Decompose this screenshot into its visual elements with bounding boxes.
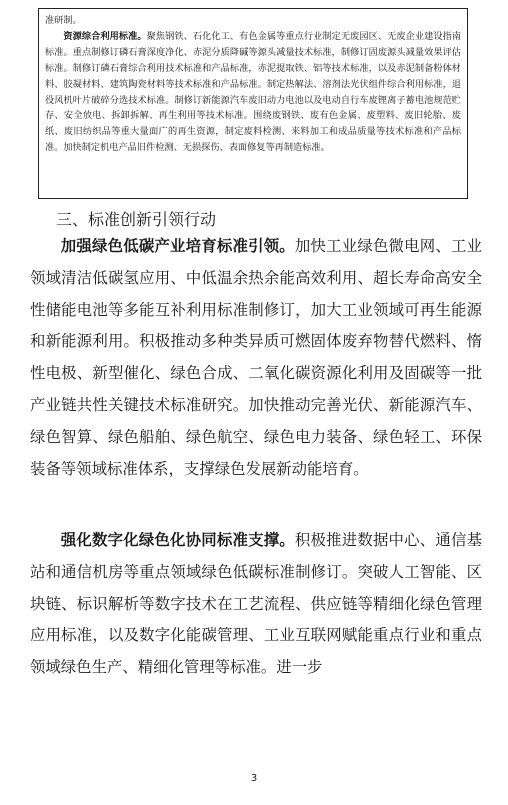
paragraph-green-low-carbon xyxy=(30,231,482,485)
paragraph-lead: 加强绿色低碳产业培育标准引领。 xyxy=(60,237,295,255)
box-lead: 资源综合利用标准。 xyxy=(63,30,147,42)
box-continuation: 准研制。 xyxy=(45,15,82,26)
paragraph-digital-green xyxy=(30,525,482,684)
page-number: 3 xyxy=(250,773,258,784)
paragraph-lead: 强化数字化绿色化协同标准支撑。 xyxy=(60,531,295,549)
paragraph-text: 积极推进数据中心、通信基站和通信机房等重点领域绿色低碳标准制修订。突破人工智能、区块链、标识解析等数字技术在工艺流程、供应链等精细化绿色管理应用标准，以及数字化能碳管理、工业互联网赋能重点行业和重点领域绿色生产、精细化管理等标准。进一步 xyxy=(30,531,482,677)
section-heading: 三、标准创新引领行动 xyxy=(56,210,217,229)
box-paragraph xyxy=(45,29,461,156)
resource-utilization-box xyxy=(38,8,468,199)
box-text: 聚焦钢铁、石化化工、有色金属等重点行业制定无废园区、无废企业建设指南标准。重点制修订磷石膏深度净化、赤泥分质降碱等源头减量技术标准，制修订固废源头减量效果评估标准。制修订磷石膏综合利用技术标准和产品标准，赤泥提取铁、铝等技术标准，以及赤泥制备粉体材料、胶凝材料、建筑陶瓷材料等技术标准和产品标准。制定热解法、溶剂法光伏组件综合利用标准，退役风机叶片破碎分选技术标准。制修订新能源汽车废旧动力电池以及电动自行车废锂离子蓄电池规范贮存、安全放电、拆卸拆解、再生利用等技术标准。围绕废钢铁、废有色金属、废塑料、废旧轮胎、废纸、废旧纺织品等重大量面广的再生资源，制定废料检测、来料加工和成品质量等技术标准和产品标准。加快制定机电产品旧件检测、无损探伤、表面修复等再制造标准。 xyxy=(45,30,461,154)
paragraph-text: 加快工业绿色微电网、工业领域清洁低碳氢应用、中低温余热余能高效利用、超长寿命高安全性储能电池等多能互补利用标准制修订，加大工业领域可再生能源和新能源利用。积极推动多种类异质可燃固体废弃物替代燃料、惰性电极、新型催化、绿色合成、二氧化碳资源化利用及固碳等一批产业链共性关键技术标准研究。加快推动完善光伏、新能源汽车、绿色智算、绿色船舶、绿色航空、绿色电力装备、绿色轻工、环保装备等领域标准体系，支撑绿色发展新动能培育。 xyxy=(30,237,482,478)
